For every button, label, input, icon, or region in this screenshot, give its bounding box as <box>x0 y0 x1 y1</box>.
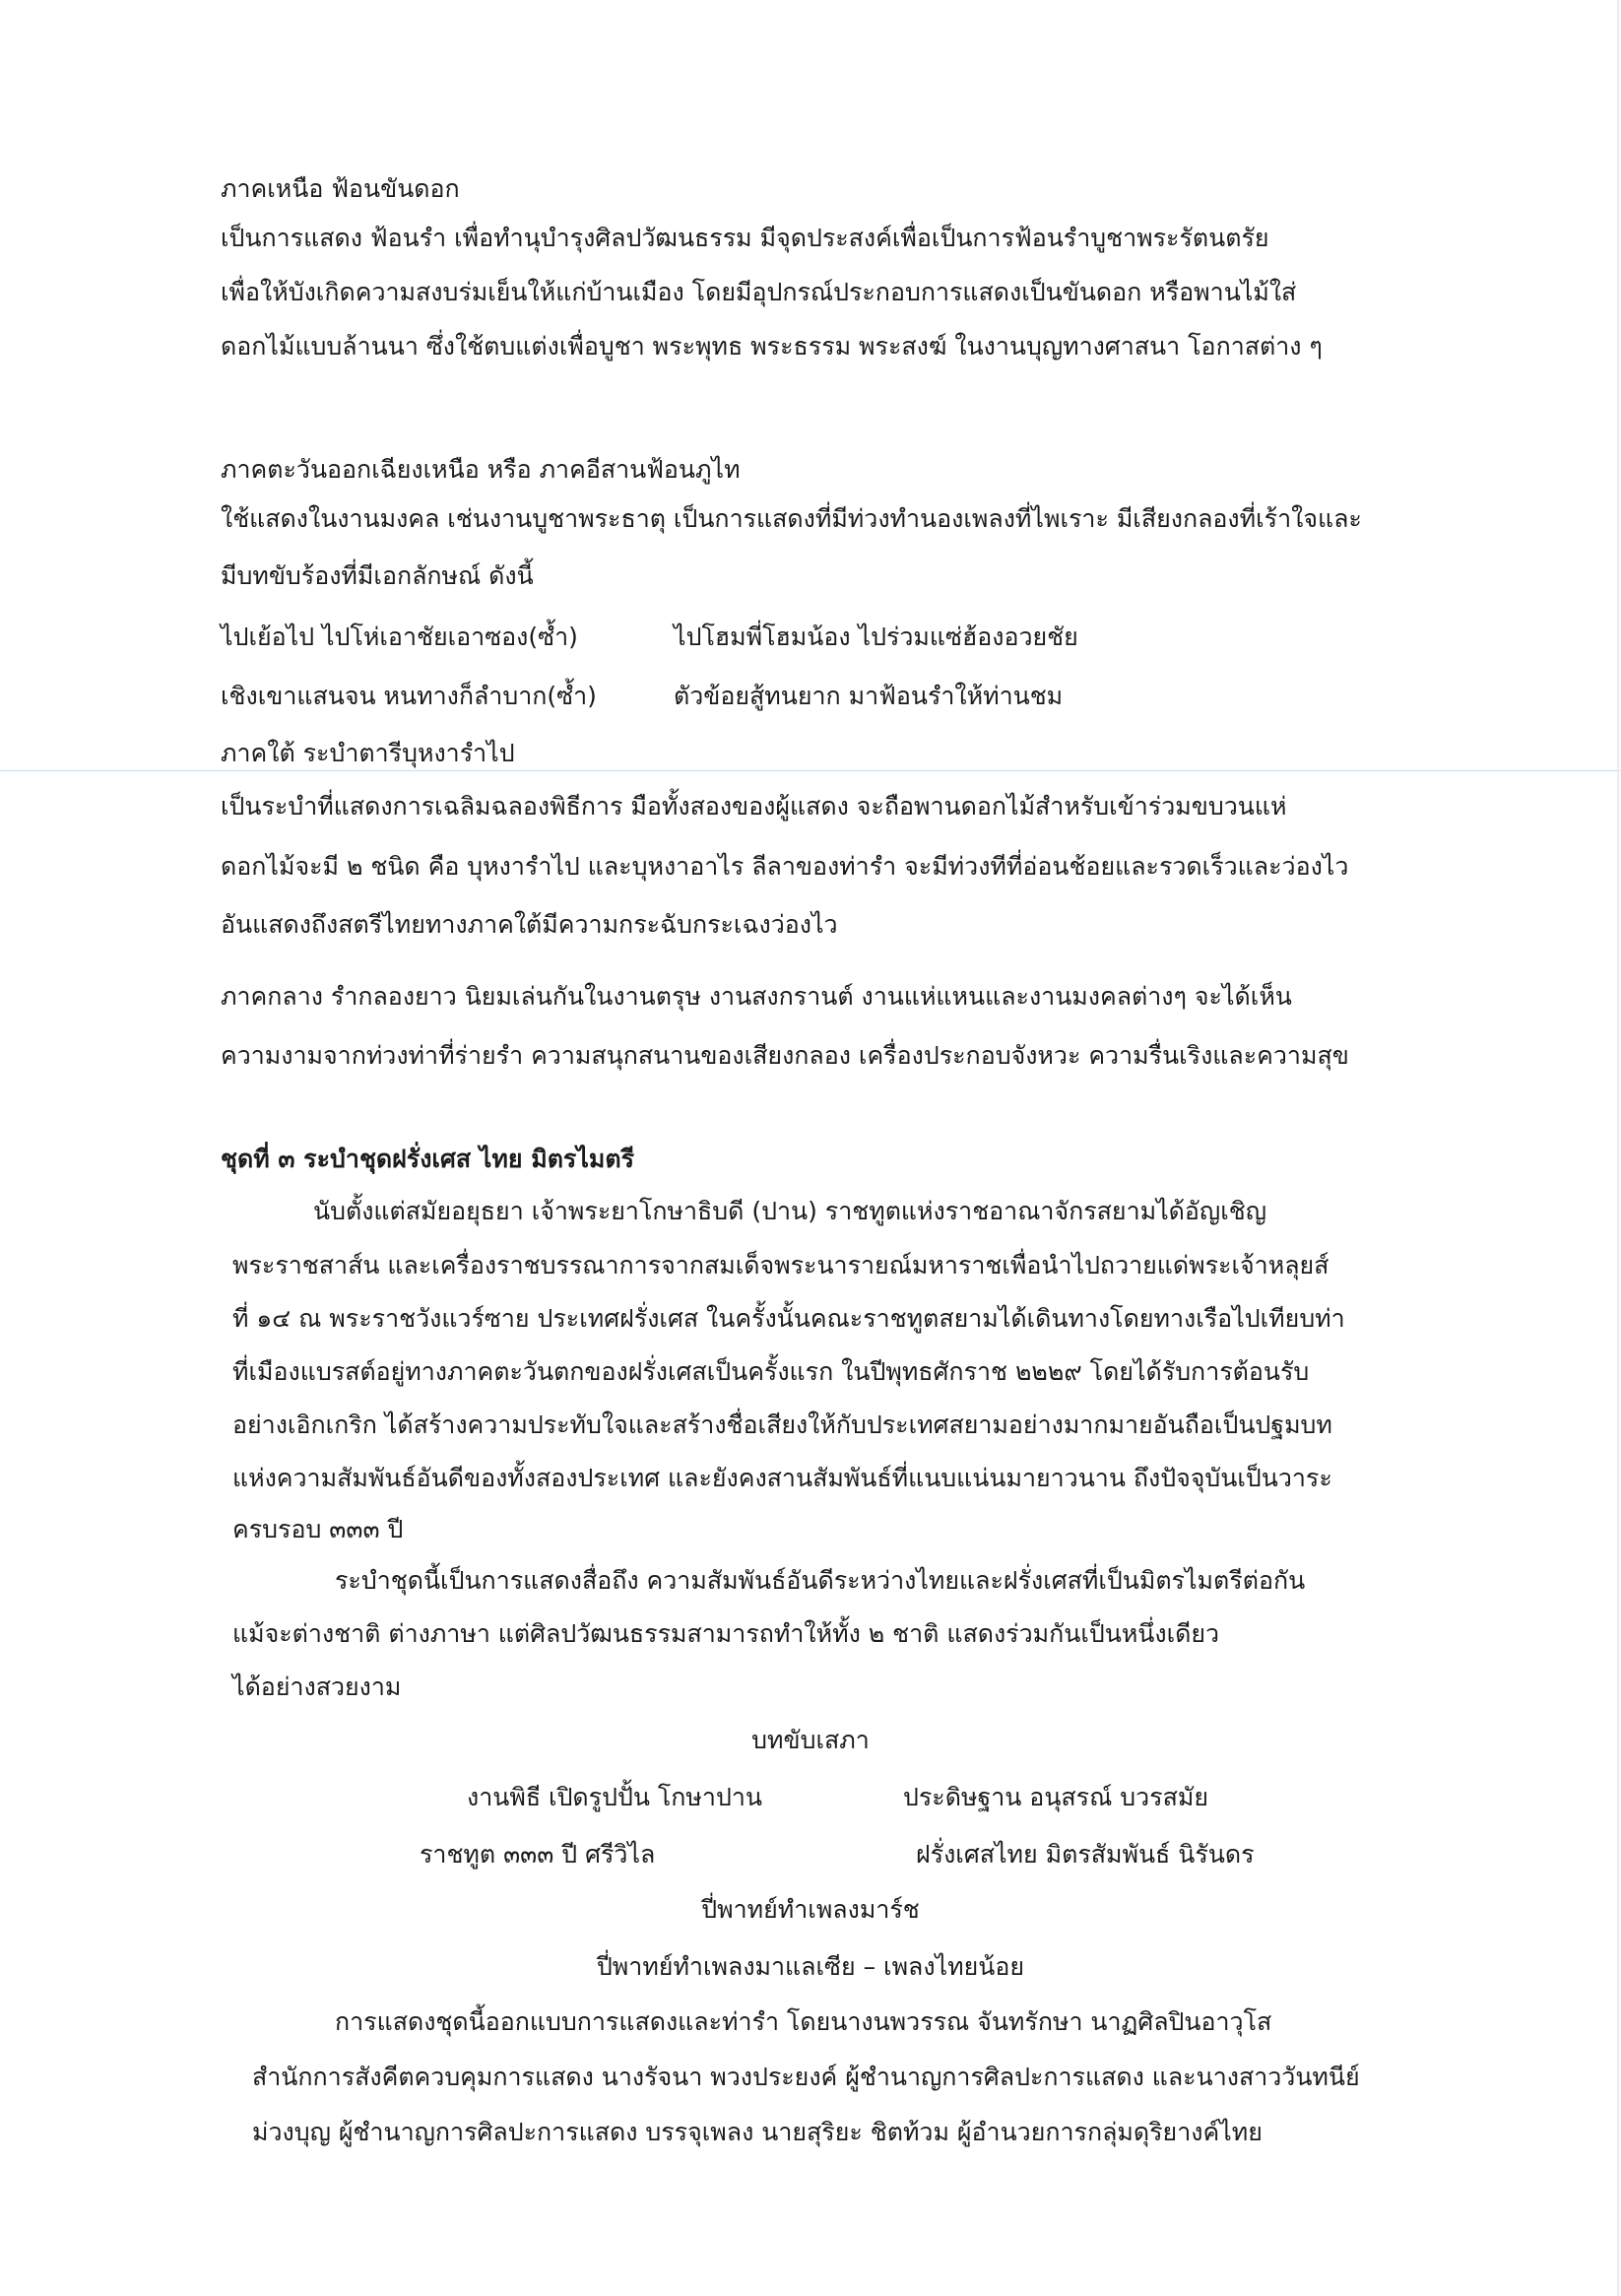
set3-para1-line-4: ที่เมืองแบรสต์อยู่ทางภาคตะวันตกของฝรั่งเศสเป็นครั้งแรก ในปีพุทธศักราช ๒๒๒๙ โดยได้รับการต้อนรับ <box>232 1357 1310 1386</box>
poem-line-1-left: งานพิธี เปิดรูปปั้น โกษาปาน <box>467 1783 762 1811</box>
north-heading: ภาคเหนือ ฟ้อนขันดอก <box>221 174 460 203</box>
north-line-3: ดอกไม้แบบล้านนา ซึ่งใช้ตบแต่งเพื่อบูชา พระพุทธ พระธรรม พระสงฆ์ ในงานบุญทางศาสนา โอกาสต่าง ๆ <box>221 332 1323 361</box>
song-line-1-left: ไปเย้อไป ไปโห่เอาชัยเอาซอง(ซ้ำ) <box>221 623 578 651</box>
set3-para1-line-1: นับตั้งแต่สมัยอยุธยา เจ้าพระยาโกษาธิบดี (ปาน) ราชทูตแห่งราชอาณาจักรสยามได้อัญเชิญ <box>313 1197 1267 1225</box>
set3-para2-line-1: ระบำชุดนี้เป็นการแสดงสื่อถึง ความสัมพันธ์อันดีระหว่างไทยและฝรั่งเศสที่เป็นมิตรไมตรีต่อกัน <box>335 1566 1306 1595</box>
song-line-2-right: ตัวข้อยสู้ทนยาก มาฟ้อนรำให้ท่านชม <box>674 682 1064 710</box>
credits-line-3: ม่วงบุญ ผู้ชำนาญการศิลปะการแสดง บรรจุเพลง นายสุริยะ ชิตท้วม ผู้อำนวยการกลุ่มดุริยางค์ไทย <box>252 2118 1263 2146</box>
south-heading: ภาคใต้ ระบำตารีบุหงารำไป <box>221 739 515 767</box>
set3-para1-line-7: ครบรอบ ๓๓๓ ปี <box>232 1515 404 1543</box>
set3-para2-line-3: ได้อย่างสวยงาม <box>232 1673 402 1701</box>
north-line-2: เพื่อให้บังเกิดความสงบร่มเย็นให้แก่บ้านเมือง โดยมีอุปกรณ์ประกอบการแสดงเป็นขันดอก หรือพานไม้ใส่ <box>221 278 1297 306</box>
poem-line-1-right: ประดิษฐาน อนุสรณ์ บวรสมัย <box>903 1783 1208 1811</box>
set3-para2-line-2: แม้จะต่างชาติ ต่างภาษา แต่ศิลปวัฒนธรรมสามารถทำให้ทั้ง ๒ ชาติ แสดงร่วมกันเป็นหนึ่งเดียว <box>232 1619 1220 1648</box>
set3-para1-line-6: แห่งความสัมพันธ์อันดีของทั้งสองประเทศ และยังคงสานสัมพันธ์ที่แนบแน่นมายาวนาน ถึงปัจจุบันเป็นวาระ <box>232 1464 1332 1492</box>
northeast-heading: ภาคตะวันออกเฉียงเหนือ หรือ ภาคอีสานฟ้อนภูไท <box>221 455 741 484</box>
north-line-1: เป็นการแสดง ฟ้อนรำ เพื่อทำนุบำรุงศิลปวัฒนธรรม มีจุดประสงค์เพื่อเป็นการฟ้อนรำบูชาพระรัตนตรัย <box>221 224 1269 252</box>
northeast-line-2: มีบทขับร้องที่มีเอกลักษณ์ ดังนี้ <box>221 561 534 590</box>
music-line-1: ปี่พาทย์ทำเพลงมาร์ช <box>701 1895 920 1924</box>
credits-line-2: สำนักการสังคีตควบคุมการแสดง นางรัจนา พวงประยงค์ ผู้ชำนาญการศิลปะการแสดง และนางสาววันทนีย์ <box>252 2063 1360 2091</box>
central-line-1: ภาคกลาง รำกลองยาว นิยมเล่นกันในงานตรุษ งานสงกรานต์ งานแห่แหนและงานมงคลต่างๆ จะได้เห็น <box>221 982 1292 1011</box>
poem-line-2-left: ราชทูต ๓๓๓ ปี ศรีวิไล <box>420 1840 656 1869</box>
south-line-3: อันแสดงถึงสตรีไทยทางภาคใต้มีความกระฉับกระเฉงว่องไว <box>221 910 838 939</box>
south-line-2: ดอกไม้จะมี ๒ ชนิด คือ บุหงารำไป และบุหงาอาไร ลีลาของท่ารำ จะมีท่วงทีที่อ่อนช้อยและรวดเร็วและว่องไว <box>221 852 1349 881</box>
northeast-line-1: ใช้แสดงในงานมงคล เช่นงานบูชาพระธาตุ เป็นการแสดงที่มีท่วงทำนองเพลงที่ไพเราะ มีเสียงกลองที่เร้าใจและ <box>221 504 1362 533</box>
poem-line-2-right: ฝรั่งเศสไทย มิตรสัมพันธ์ นิรันดร <box>916 1840 1255 1869</box>
set3-heading: ชุดที่ ๓ ระบำชุดฝรั่งเศส ไทย มิตรไมตรี <box>221 1145 635 1173</box>
central-line-2: ความงามจากท่วงท่าที่ร่ายรำ ความสนุกสนานของเสียงกลอง เครื่องประกอบจังหวะ ความรื่นเริงและความสุข <box>221 1041 1349 1070</box>
set3-para1-line-2: พระราชสาส์น และเครื่องราชบรรณาการจากสมเด็จพระนารายณ์มหาราชเพื่อนำไปถวายแด่พระเจ้าหลุยส์ <box>232 1251 1329 1279</box>
song-line-1-right: ไปโฮมพี่โฮมน้อง ไปร่วมแซ่ฮ้องอวยชัย <box>674 623 1078 651</box>
song-line-2-left: เชิงเขาแสนจน หนทางก็ลำบาก(ซ้ำ) <box>221 682 597 710</box>
scan-artifact-line <box>0 770 1621 771</box>
credits-line-1: การแสดงชุดนี้ออกแบบการแสดงและท่ารำ โดยนางนพวรรณ จันทรักษา นาฏศิลปินอาวุโส <box>335 2007 1272 2036</box>
poem-title: บทขับเสภา <box>751 1726 870 1754</box>
set3-para1-line-5: อย่างเอิกเกริก ได้สร้างความประทับใจและสร้างชื่อเสียงให้กับประเทศสยามอย่างมากมายอันถือเป็นปฐมบท <box>232 1410 1332 1439</box>
music-line-2: ปี่พาทย์ทำเพลงมาแลเซีย – เพลงไทยน้อย <box>596 1952 1025 1981</box>
south-line-1: เป็นระบำที่แสดงการเฉลิมฉลองพิธีการ มือทั้งสองของผู้แสดง จะถือพานดอกไม้สำหรับเข้าร่วมขบวนแห่ <box>221 792 1287 820</box>
set3-para1-line-3: ที่ ๑๔ ณ พระราชวังแวร์ซาย ประเทศฝรั่งเศส ในครั้งนั้นคณะราชทูตสยามได้เดินทางโดยทางเรือไปเทียบท่า <box>232 1304 1345 1333</box>
